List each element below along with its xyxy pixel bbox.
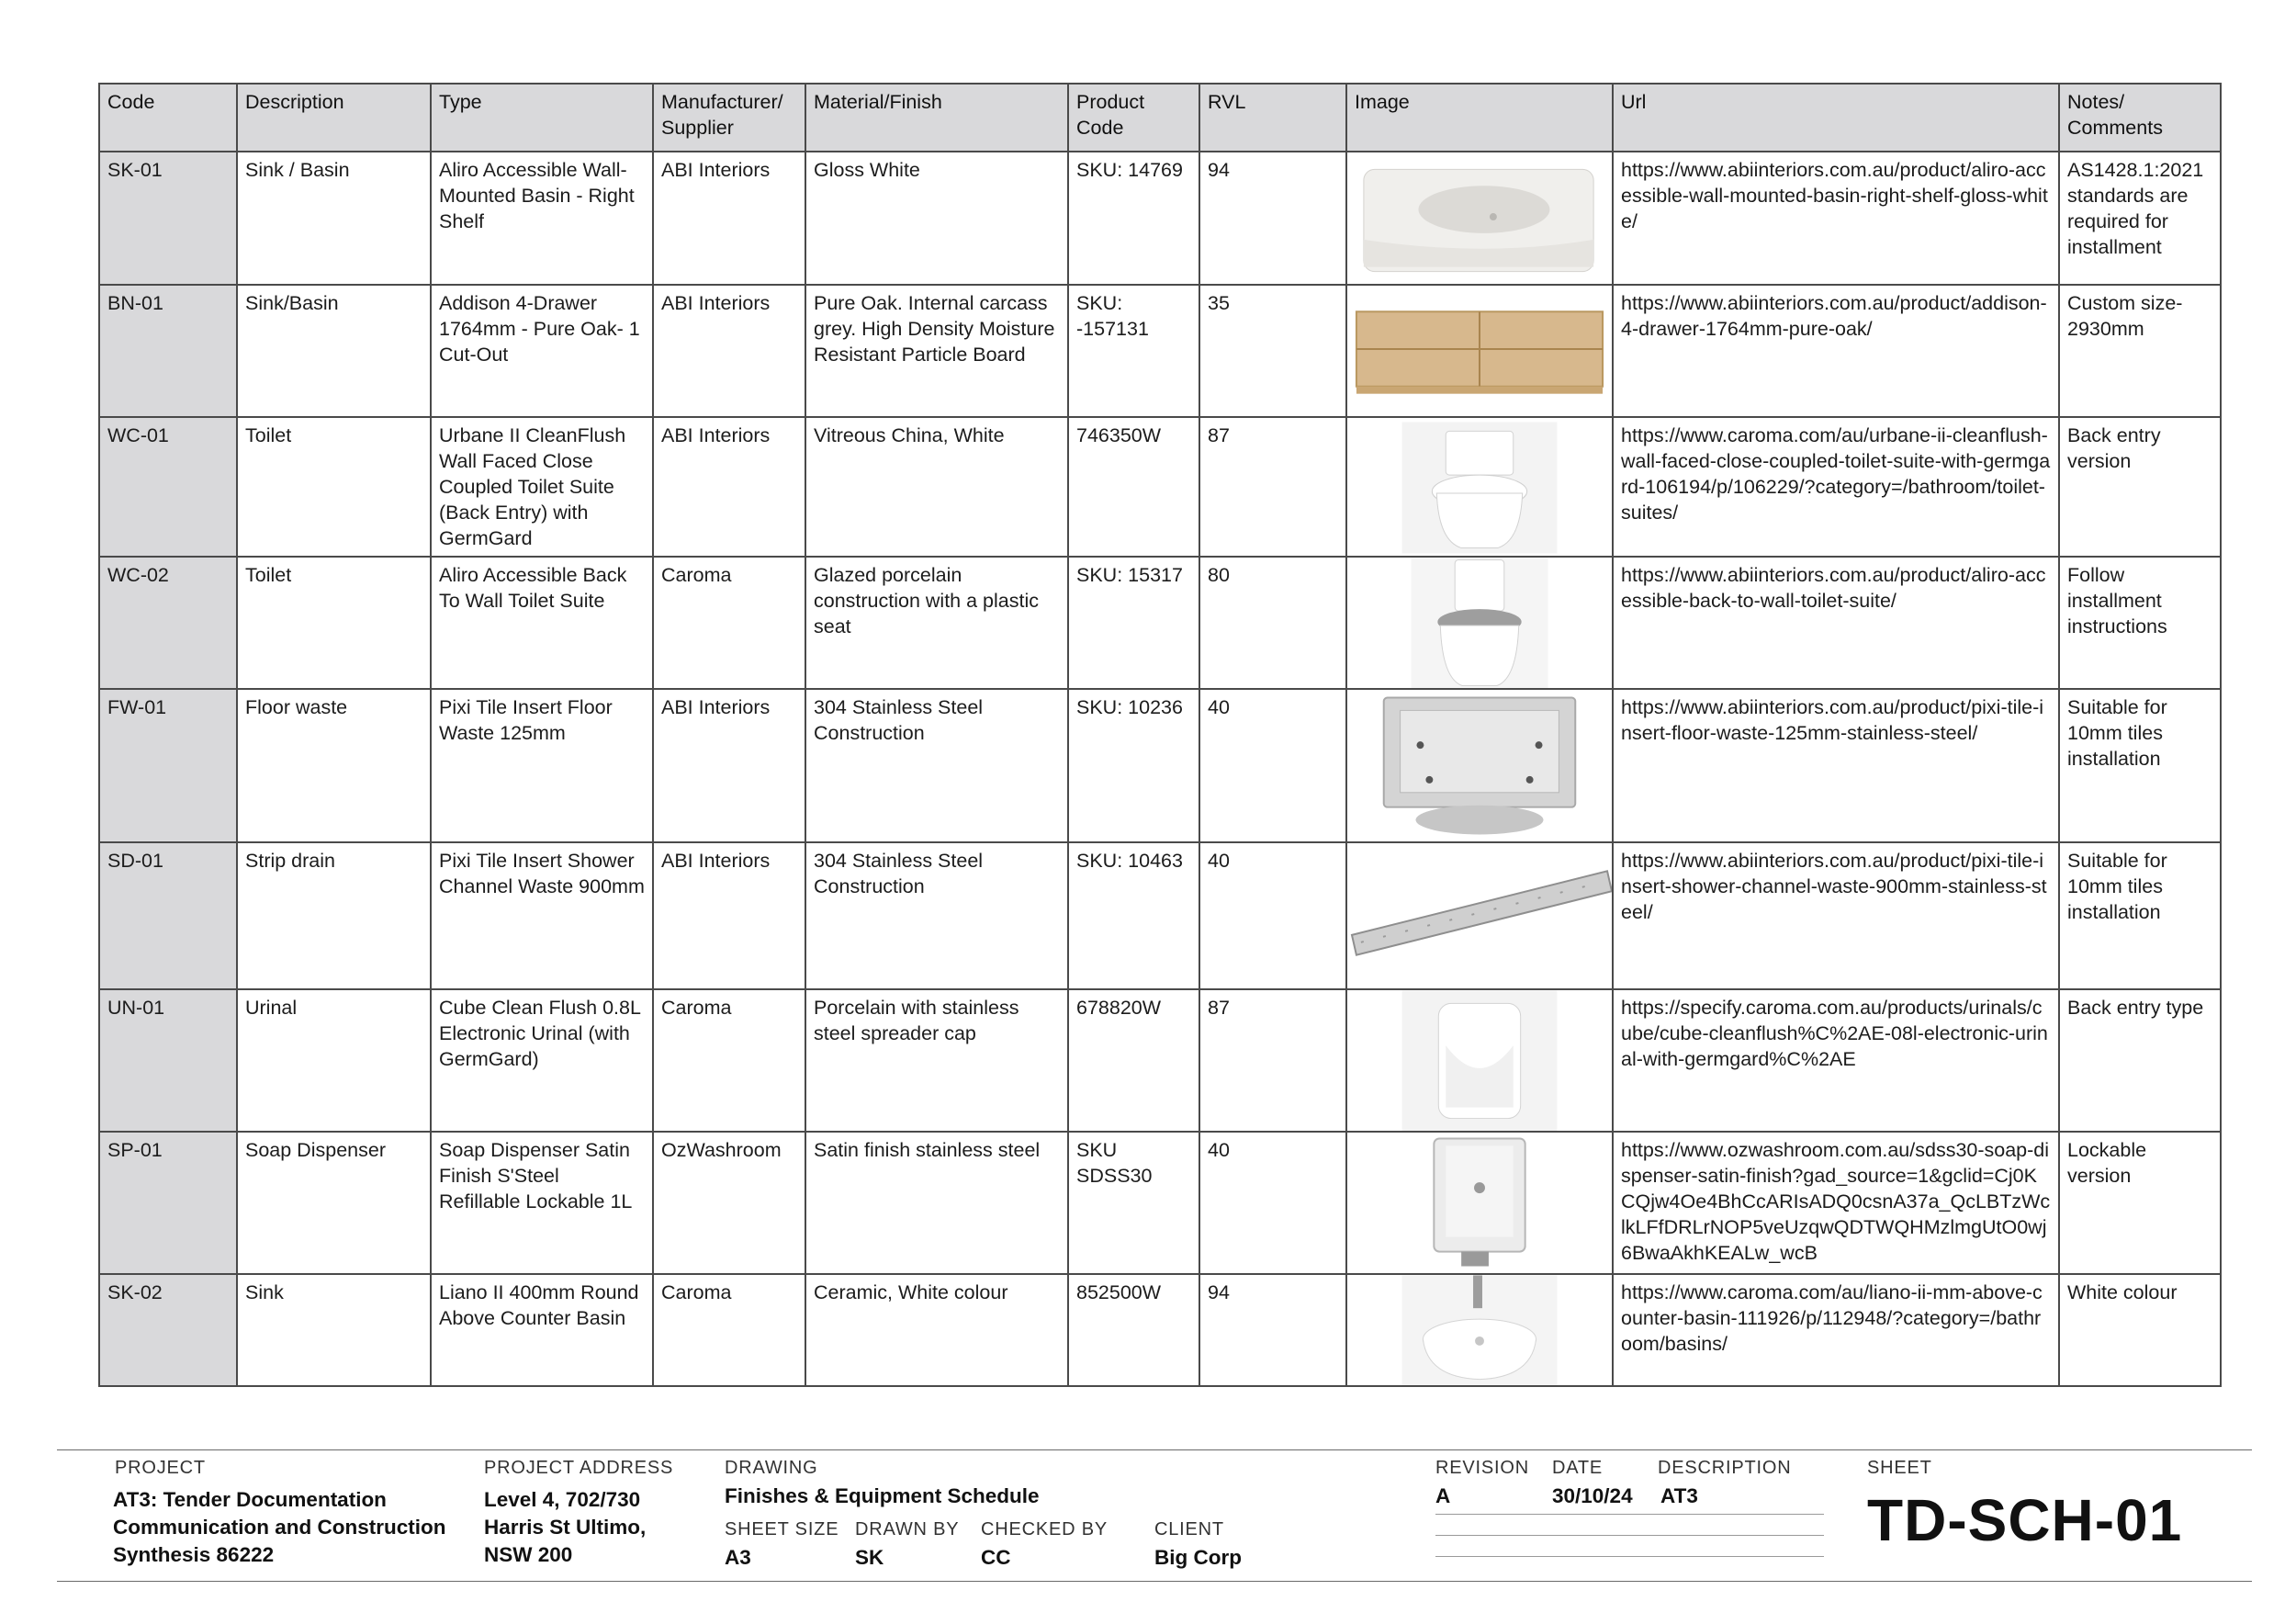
table-row [99,1274,2221,1386]
cell-material: Porcelain with stainless steel spreader cap [805,989,1068,1132]
drawing-label: DRAWING [725,1458,818,1478]
cell-type: Pixi Tile Insert Floor Waste 125mm [431,689,653,842]
cell-image [1346,417,1613,557]
cell-code: BN-01 [99,285,237,417]
col-header-image: Image [1346,84,1613,152]
strip-drain-image [1347,843,1612,988]
schedule-table [98,83,2222,1387]
cell-notes: Follow installment instructions [2059,557,2221,689]
cell-supplier: ABI Interiors [653,842,805,989]
cell-supplier: Caroma [653,989,805,1132]
cell-description: Floor waste [237,689,431,842]
col-header-material: Material/Finish [805,84,1068,152]
revision-rule [1435,1535,1824,1536]
round-basin-image [1347,1275,1612,1385]
cell-image [1346,689,1613,842]
checked-by-label: CHECKED BY [981,1519,1109,1539]
revision: A [1435,1484,1451,1507]
wall-basin-image [1347,152,1612,284]
client-label: CLIENT [1154,1519,1224,1539]
cell-url: https://specify.caroma.com.au/products/urinals/cube/cube-cleanflush%C%2AE-08l-electronic-urinal-with-germgard%C%2AE [1613,989,2059,1132]
table-row [99,285,2221,417]
urinal-image [1347,990,1612,1131]
cell-product-code: SKU: 14769 [1068,152,1199,285]
cell-type: Urbane II CleanFlush Wall Faced Close Coupled Toilet Suite (Back Entry) with GermGard [431,417,653,557]
col-header-notes: Notes/ Comments [2059,84,2221,152]
cell-supplier: Caroma [653,557,805,689]
cell-rvl: 40 [1199,689,1346,842]
cell-code: UN-01 [99,989,237,1132]
cell-product-code: SKU: 10236 [1068,689,1199,842]
revision-rule [1435,1556,1824,1557]
col-header-code: Code [99,84,237,152]
cell-type: Pixi Tile Insert Shower Channel Waste 900mm [431,842,653,989]
cell-description: Sink/Basin [237,285,431,417]
table-row [99,557,2221,689]
sheet-size-label: SHEET SIZE [725,1519,839,1539]
cell-rvl: 94 [1199,1274,1346,1386]
table-row [99,1132,2221,1274]
cell-url: https://www.abiinteriors.com.au/product/pixi-tile-insert-shower-channel-waste-900mm-stainless-steel/ [1613,842,2059,989]
cell-material: Ceramic, White colour [805,1274,1068,1386]
cell-image [1346,1274,1613,1386]
soap-dispenser-image [1347,1133,1612,1273]
cell-url: https://www.ozwashroom.com.au/sdss30-soap-dispenser-satin-finish?gad_source=1&gclid=Cj0KCQjw4Oe4BhCcARIsADQ0csnA37a_QcLBTzWclkLFfDRLrNOP5veUzqwQDTWQHMzlmgUtO0wj6BwaAkhKEALw_wcB [1613,1132,2059,1274]
cell-code: WC-01 [99,417,237,557]
cell-description: Sink [237,1274,431,1386]
cell-url: https://www.abiinteriors.com.au/product/aliro-accessible-wall-mounted-basin-right-shelf-gloss-white/ [1613,152,2059,285]
cell-type: Addison 4-Drawer 1764mm - Pure Oak- 1 Cut-Out [431,285,653,417]
title-block-top-rule [57,1449,2252,1450]
cell-type: Cube Clean Flush 0.8L Electronic Urinal (with GermGard) [431,989,653,1132]
sheet-size: A3 [725,1546,751,1569]
cell-material: Satin finish stainless steel [805,1132,1068,1274]
cell-image [1346,1132,1613,1274]
cell-material: Gloss White [805,152,1068,285]
cell-type: Aliro Accessible Back To Wall Toilet Suite [431,557,653,689]
cell-description: Strip drain [237,842,431,989]
drawn-by-label: DRAWN BY [855,1519,960,1539]
cell-material: Vitreous China, White [805,417,1068,557]
cell-product-code: 852500W [1068,1274,1199,1386]
cell-code: SD-01 [99,842,237,989]
cell-rvl: 87 [1199,417,1346,557]
cell-image [1346,989,1613,1132]
cell-product-code: 678820W [1068,989,1199,1132]
table-row [99,842,2221,989]
col-header-type: Type [431,84,653,152]
cell-product-code: SKU: -157131 [1068,285,1199,417]
cell-material: Pure Oak. Internal carcass grey. High Density Moisture Resistant Particle Board [805,285,1068,417]
cell-image [1346,557,1613,689]
table-row [99,689,2221,842]
floor-waste-image [1347,690,1612,841]
cell-rvl: 40 [1199,1132,1346,1274]
cell-product-code: 746350W [1068,417,1199,557]
cell-type: Liano II 400mm Round Above Counter Basin [431,1274,653,1386]
cell-image [1346,152,1613,285]
cell-image [1346,842,1613,989]
description-label: DESCRIPTION [1658,1458,1792,1478]
cell-supplier: Caroma [653,1274,805,1386]
cell-rvl: 40 [1199,842,1346,989]
cell-product-code: SKU: 15317 [1068,557,1199,689]
cell-description: Sink / Basin [237,152,431,285]
cell-code: SP-01 [99,1132,237,1274]
table-row [99,417,2221,557]
cell-rvl: 35 [1199,285,1346,417]
cell-code: WC-02 [99,557,237,689]
col-header-url: Url [1613,84,2059,152]
cell-rvl: 94 [1199,152,1346,285]
cell-supplier: ABI Interiors [653,417,805,557]
cell-code: SK-01 [99,152,237,285]
cell-code: FW-01 [99,689,237,842]
cell-product-code: SKU SDSS30 [1068,1132,1199,1274]
col-header-description: Description [237,84,431,152]
cell-type: Aliro Accessible Wall-Mounted Basin - Right Shelf [431,152,653,285]
cell-code: SK-02 [99,1274,237,1386]
cell-notes: Suitable for 10mm tiles installation [2059,689,2221,842]
cell-type: Soap Dispenser Satin Finish S'Steel Refillable Lockable 1L [431,1132,653,1274]
accessible-toilet-image [1347,558,1612,688]
col-header-rvl: RVL [1199,84,1346,152]
cell-description: Urinal [237,989,431,1132]
table-row [99,989,2221,1132]
header-row [99,84,2221,152]
cell-url: https://www.abiinteriors.com.au/product/pixi-tile-insert-floor-waste-125mm-stainless-steel/ [1613,689,2059,842]
table-row [99,152,2221,285]
cell-notes: Back entry version [2059,417,2221,557]
col-header-supplier: Manufacturer/ Supplier [653,84,805,152]
cell-url: https://www.abiinteriors.com.au/product/addison-4-drawer-1764mm-pure-oak/ [1613,285,2059,417]
cell-description: Soap Dispenser [237,1132,431,1274]
cell-material: Glazed porcelain construction with a plastic seat [805,557,1068,689]
cell-url: https://www.abiinteriors.com.au/product/aliro-accessible-back-to-wall-toilet-suite/ [1613,557,2059,689]
cell-rvl: 80 [1199,557,1346,689]
cell-description: Toilet [237,417,431,557]
toilet-suite-image [1347,418,1612,556]
project-address: Level 4, 702/730 Harris St Ultimo, NSW 200 [484,1488,647,1566]
cell-notes: AS1428.1:2021 standards are required for installment [2059,152,2221,285]
sheet-number: TD-SCH-01 [1867,1487,2183,1553]
cell-supplier: ABI Interiors [653,152,805,285]
cell-supplier: ABI Interiors [653,689,805,842]
cell-material: 304 Stainless Steel Construction [805,689,1068,842]
drawing-title: Finishes & Equipment Schedule [725,1484,1040,1507]
cell-material: 304 Stainless Steel Construction [805,842,1068,989]
cell-supplier: OzWashroom [653,1132,805,1274]
cell-notes: Back entry type [2059,989,2221,1132]
cell-url: https://www.caroma.com/au/urbane-ii-cleanflush-wall-faced-close-coupled-toilet-suite-with-germgard-106194/p/106229/?category=/bathroom/toilet-suites/ [1613,417,2059,557]
project-name: AT3: Tender Documentation Communication and Construction Synthesis 86222 [113,1488,446,1566]
title-block-bottom-rule [57,1581,2252,1582]
checked-by: CC [981,1546,1011,1569]
cell-description: Toilet [237,557,431,689]
sheet-label: SHEET [1867,1458,1932,1478]
client-name: Big Corp [1154,1546,1242,1569]
cell-rvl: 87 [1199,989,1346,1132]
drawn-by: SK [855,1546,884,1569]
oak-vanity-image [1347,286,1612,416]
cell-notes: Custom size- 2930mm [2059,285,2221,417]
revision-label: REVISION [1435,1458,1529,1478]
cell-image [1346,285,1613,417]
revision-date: 30/10/24 [1552,1484,1633,1507]
cell-product-code: SKU: 10463 [1068,842,1199,989]
date-label: DATE [1552,1458,1604,1478]
col-header-product-code: Product Code [1068,84,1199,152]
cell-url: https://www.caroma.com/au/liano-ii-mm-above-counter-basin-111926/p/112948/?category=/bathroom/basins/ [1613,1274,2059,1386]
project-label: PROJECT [115,1458,206,1478]
revision-rule [1435,1514,1824,1515]
cell-notes: Lockable version [2059,1132,2221,1274]
cell-notes: Suitable for 10mm tiles installation [2059,842,2221,989]
project-address-label: PROJECT ADDRESS [484,1458,674,1478]
cell-notes: White colour [2059,1274,2221,1386]
cell-supplier: ABI Interiors [653,285,805,417]
revision-description: AT3 [1660,1484,1698,1507]
